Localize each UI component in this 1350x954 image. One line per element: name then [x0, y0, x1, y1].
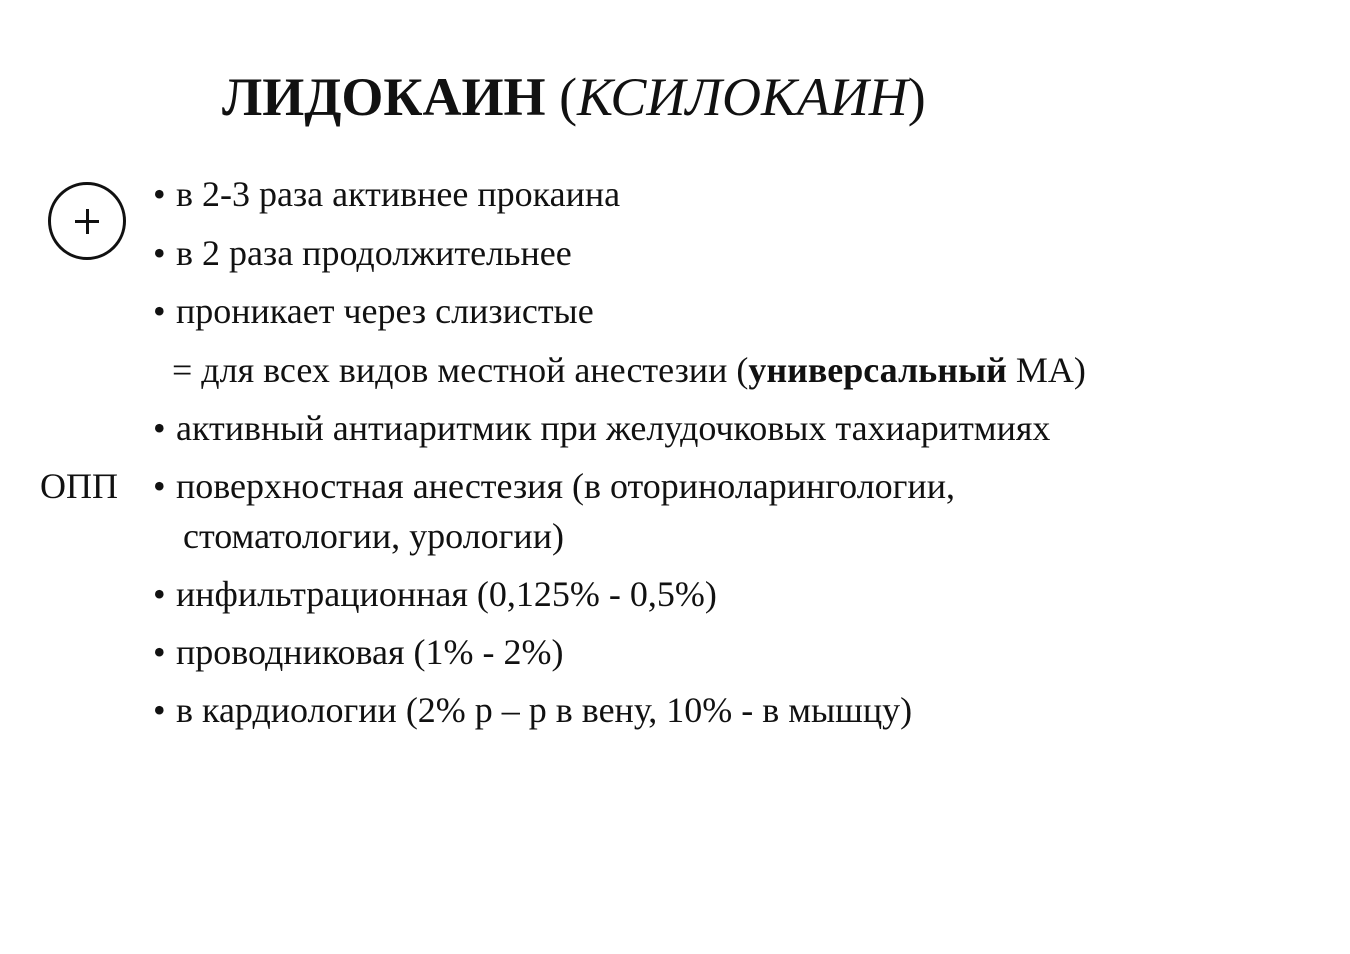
universal-bold: универсальный [748, 350, 1007, 390]
list-item: • проникает через слизистые [153, 291, 594, 331]
slide-title [222, 62, 926, 132]
list-item: • поверхностная анестезия (в оториноларингологии, [153, 466, 955, 506]
bullet-icon: • [153, 174, 166, 214]
list-item: • активный антиаритмик при желудочковых тахиаритмиях [153, 408, 1051, 448]
list-item: • инфильтрационная (0,125% - 0,5%) [153, 574, 717, 614]
bullet-icon: • [153, 690, 166, 730]
universal-note: = для всех видов местной анестезии (универсальный МА) [172, 350, 1086, 390]
opp-label: ОПП [40, 466, 118, 506]
title-open-paren: ( [545, 67, 578, 127]
bullet-icon: • [153, 632, 166, 672]
list-item: • в кардиологии (2% р – р в вену, 10% - в мышцу) [153, 690, 913, 730]
bullet-icon: • [153, 233, 166, 273]
plus-circle-icon [48, 182, 126, 260]
list-item: • в 2-3 раза активнее прокаина [153, 174, 621, 214]
list-item: • проводниковая (1% - 2%) [153, 632, 564, 672]
bullet-icon: • [153, 408, 166, 448]
bullet-icon: • [153, 574, 166, 614]
list-item: • в 2 раза продолжительнее [153, 233, 572, 273]
bullet-icon: • [153, 291, 166, 331]
title-close-paren: ) [907, 67, 926, 127]
title-synonym: КСИЛОКАИН [577, 67, 908, 127]
bullet-icon: • [153, 466, 166, 506]
title-main: ЛИДОКАИН [222, 67, 546, 127]
list-item-continuation: стоматологии, урологии) [183, 516, 564, 556]
